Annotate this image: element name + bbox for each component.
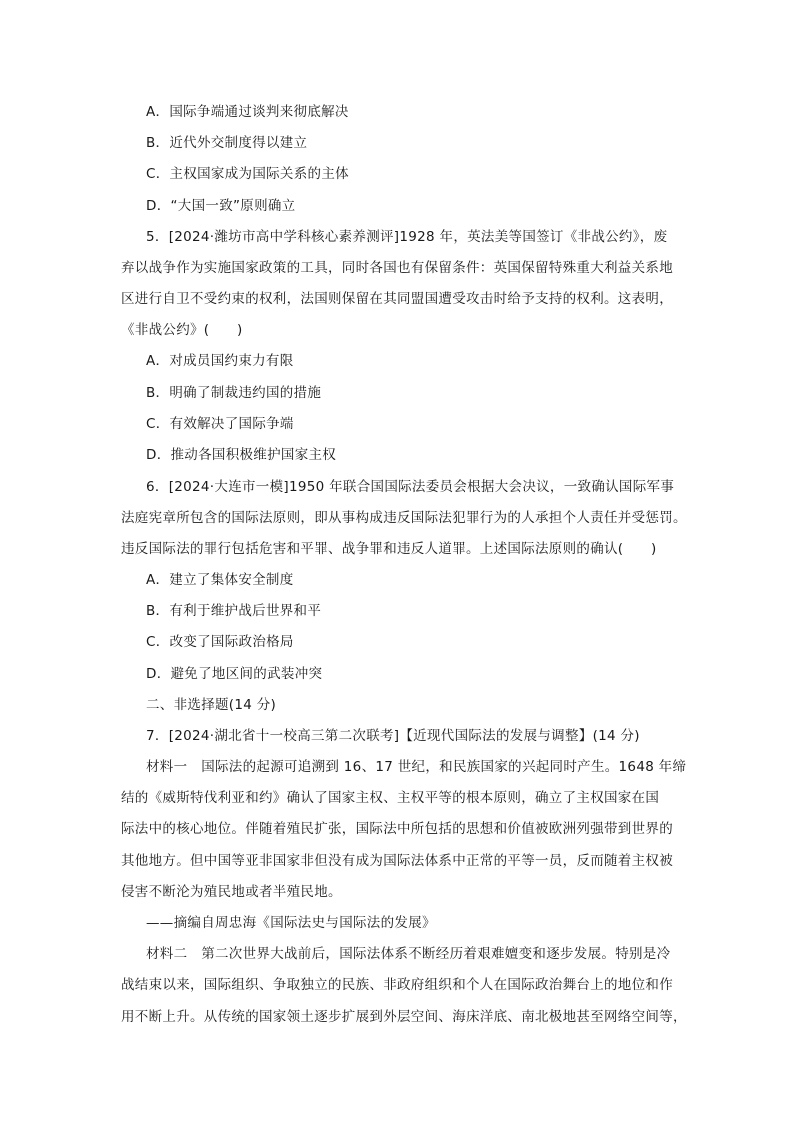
q5-stem-line: 5．[2024·潍坊市高中学科核心素养测评]1928 年，英法美等国签订《非战公约》，废 <box>146 229 668 245</box>
option-c: C．主权国家成为国际关系的主体 <box>146 166 349 182</box>
q5-option-b: B．明确了制裁违约国的措施 <box>146 385 322 401</box>
q5-option-c: C．有效解决了国际争端 <box>146 416 294 432</box>
option-d: D．“大国一致”原则确立 <box>146 198 296 214</box>
q5-stem-line: 《非战公约》( ) <box>121 322 243 338</box>
material2-line: 战结束以来，国际组织、争取独立的民族、非政府组织和个人在国际政治舞台上的地位和作 <box>121 977 673 993</box>
q5-stem-line: 区进行自卫不受约束的权利，法国则保留在其同盟国遭受攻击时给予支持的权利。这表明， <box>121 291 673 307</box>
q5-stem-line: 弃以战争作为实施国家政策的工具，同时各国也有保留条件：英国保留特殊重大利益关系地 <box>121 260 673 276</box>
q5-option-a: A．对成员国约束力有限 <box>146 353 294 369</box>
option-a: A．国际争端通过谈判来彻底解决 <box>146 104 349 120</box>
material1-line: 材料一 国际法的起源可追溯到 16、17 世纪，和民族国家的兴起同时产生。1648 年缔 <box>146 759 687 775</box>
material1-line: 其他地方。但中国等亚非国家非但没有成为国际法体系中正常的平等一员，反而随着主权被 <box>121 853 673 869</box>
q7-stem: 7．[2024·湖北省十一校高三第二次联考]【近现代国际法的发展与调整】(14 分) <box>146 728 640 744</box>
q5-option-d: D．推动各国积极维护国家主权 <box>146 447 337 463</box>
material1-source: ——摘编自周忠海《国际法史与国际法的发展》 <box>146 915 436 931</box>
q6-option-d: D．避免了地区间的武装冲突 <box>146 666 323 682</box>
q6-option-c: C．改变了国际政治格局 <box>146 634 294 650</box>
material1-line: 际法中的核心地位。伴随着殖民扩张，国际法中所包括的思想和价值被欧洲列强带到世界的 <box>121 821 673 837</box>
section-heading: 二、非选择题(14 分) <box>146 697 277 713</box>
material2-line: 材料二 第二次世界大战前后，国际法体系不断经历着艰难嬗变和逐步发展。特别是冷 <box>146 946 671 962</box>
material1-line: 结的《威斯特伐利亚和约》确认了国家主权、主权平等的根本原则，确立了主权国家在国 <box>121 790 660 806</box>
material1-line: 侵害不断沦为殖民地或者半殖民地。 <box>121 884 342 900</box>
q6-stem-line: 法庭宪章所包含的国际法原则，即从事构成违反国际法犯罪行为的人承担个人责任并受惩罚。 <box>121 510 687 526</box>
q6-option-b: B．有利于维护战后世界和平 <box>146 603 322 619</box>
q6-stem-line: 6．[2024·大连市一模]1950 年联合国国际法委员会根据大会决议，一致确认国际军事 <box>146 479 675 495</box>
q6-option-a: A．建立了集体安全制度 <box>146 572 294 588</box>
material2-line: 用不断上升。从传统的国家领土逐步扩展到外层空间、海床洋底、南北极地甚至网络空间等， <box>121 1009 687 1025</box>
option-b: B．近代外交制度得以建立 <box>146 135 308 151</box>
q6-stem-line: 违反国际法的罪行包括危害和平罪、战争罪和违反人道罪。上述国际法原则的确认( ) <box>121 541 657 557</box>
